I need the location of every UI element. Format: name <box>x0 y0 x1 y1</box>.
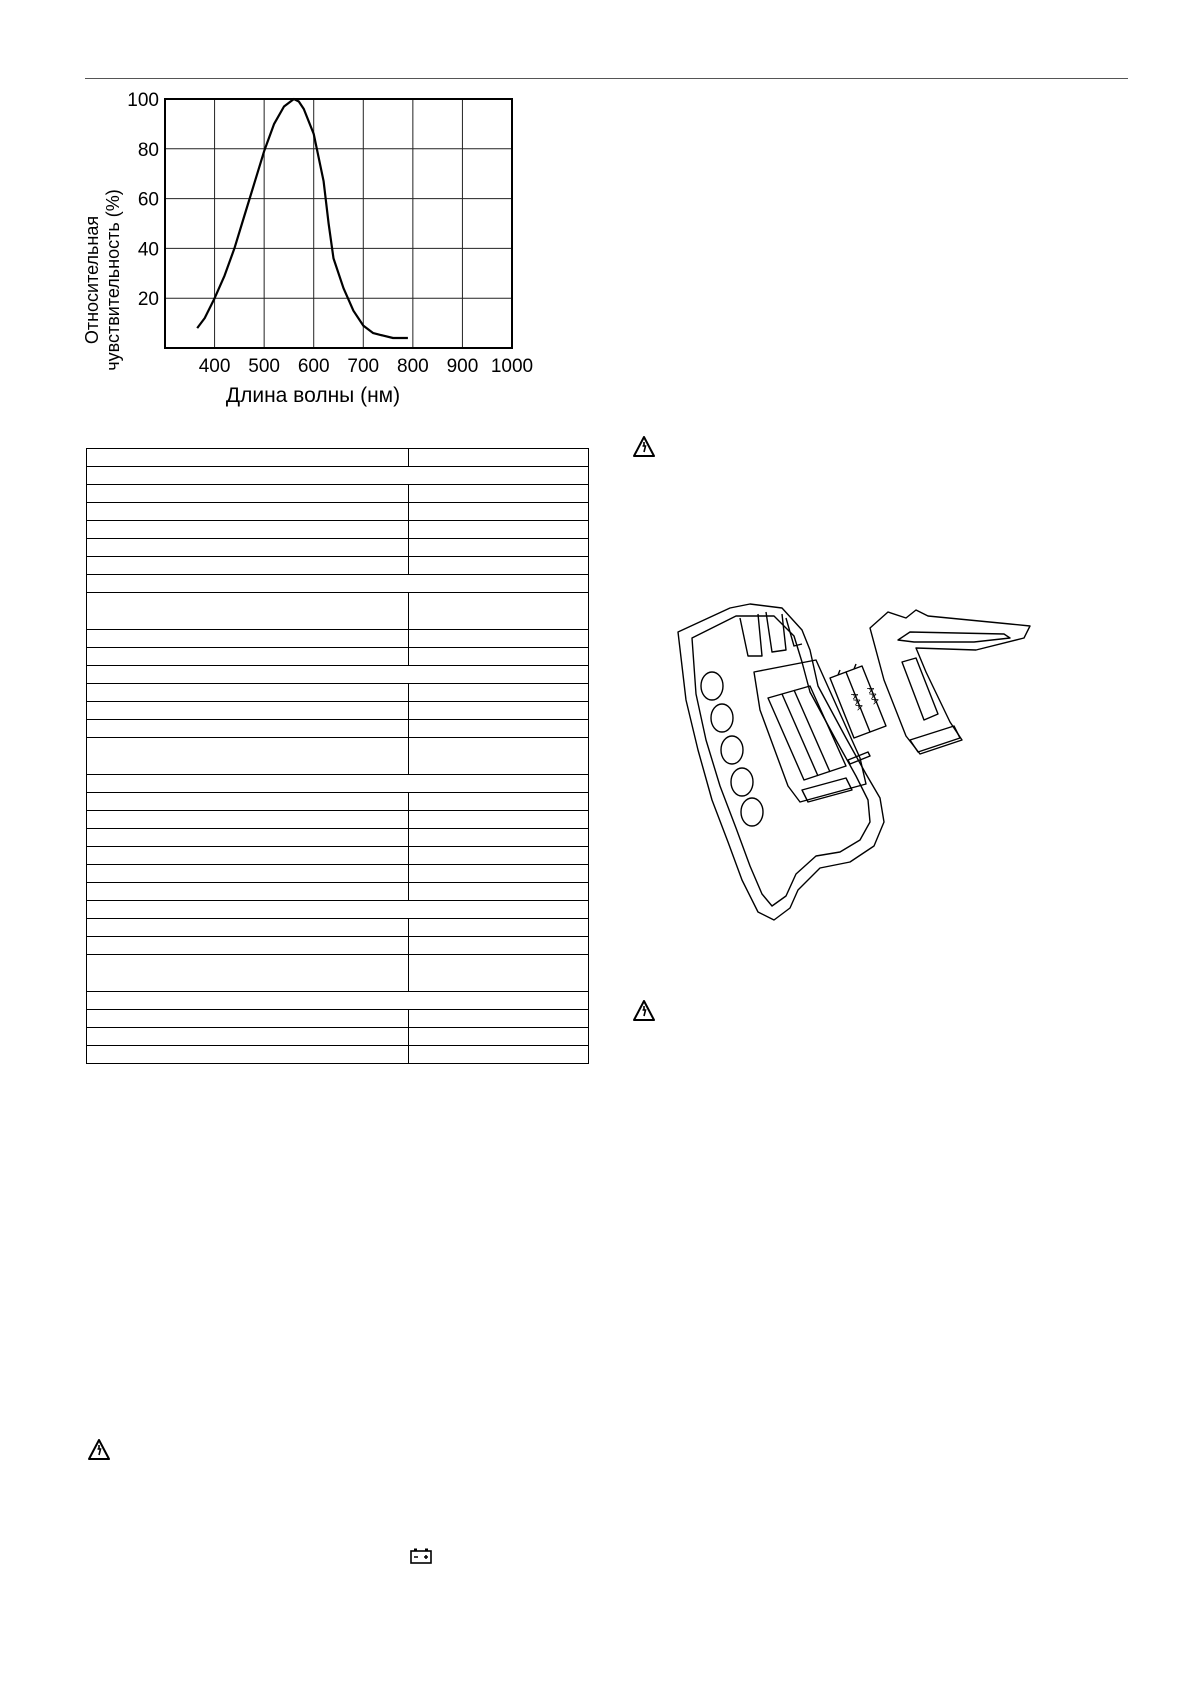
table-cell <box>87 919 409 937</box>
table-section-row <box>87 666 589 684</box>
table-row <box>87 593 589 630</box>
y-tick-label: 20 <box>137 289 159 311</box>
table-cell <box>409 720 589 738</box>
table-row <box>87 485 589 503</box>
table-cell <box>87 1010 409 1028</box>
table-section-row <box>87 775 589 793</box>
table-cell <box>87 901 589 919</box>
table-cell <box>87 467 589 485</box>
table-cell <box>87 666 589 684</box>
table-cell <box>409 630 589 648</box>
table-cell <box>87 630 409 648</box>
table-row <box>87 1046 589 1064</box>
y-axis-title-line-1: Относительная <box>82 215 102 345</box>
table-section-row <box>87 901 589 919</box>
y-axis-title <box>82 165 124 395</box>
table-cell <box>87 449 409 467</box>
table-cell <box>87 557 409 575</box>
table-row <box>87 829 589 847</box>
table-cell <box>409 485 589 503</box>
warning-triangle-icon <box>88 1439 110 1461</box>
table-cell <box>409 919 589 937</box>
table-row <box>87 557 589 575</box>
table-cell <box>409 865 589 883</box>
table-cell <box>87 829 409 847</box>
table-cell <box>87 847 409 865</box>
x-axis-title: Длина волны (нм) <box>225 384 401 407</box>
table-row <box>87 1010 589 1028</box>
x-tick-label: 500 <box>248 356 280 377</box>
table-cell <box>87 503 409 521</box>
y-axis-title-line-2: чувствительность (%) <box>103 189 123 371</box>
x-tick-label: 1000 <box>490 356 534 377</box>
table-cell <box>87 485 409 503</box>
table-row <box>87 630 589 648</box>
x-tick-label: 400 <box>198 356 231 377</box>
warning-triangle-icon <box>633 1000 655 1022</box>
table-row <box>87 539 589 557</box>
table-row <box>87 702 589 720</box>
table-row <box>87 449 589 467</box>
table-cell <box>409 503 589 521</box>
battery-label: AAA <box>849 691 866 712</box>
table-cell <box>409 738 589 775</box>
table-cell <box>409 883 589 901</box>
y-tick-label: 80 <box>137 139 159 161</box>
table-row <box>87 648 589 666</box>
table-cell <box>87 539 409 557</box>
table-section-row <box>87 992 589 1010</box>
table-row <box>87 865 589 883</box>
table-cell <box>409 539 589 557</box>
table-cell <box>409 829 589 847</box>
table-row <box>87 684 589 702</box>
table-row <box>87 793 589 811</box>
table-cell <box>87 937 409 955</box>
battery-icon <box>410 1548 432 1564</box>
table-row <box>87 955 589 992</box>
table-cell <box>409 648 589 666</box>
battery-cover <box>870 610 1030 754</box>
x-tick-label: 700 <box>347 356 380 377</box>
table-row <box>87 937 589 955</box>
table-row <box>87 811 589 829</box>
table-row <box>87 720 589 738</box>
table-cell <box>87 955 409 992</box>
table-cell <box>409 937 589 955</box>
table-section-row <box>87 467 589 485</box>
table-row <box>87 883 589 901</box>
table-cell <box>87 648 409 666</box>
table-row <box>87 847 589 865</box>
x-tick-label: 600 <box>297 356 330 377</box>
x-tick-label: 800 <box>397 356 429 377</box>
sensitivity-curve <box>197 99 408 338</box>
y-tick-label: 40 <box>137 239 159 261</box>
table-cell <box>409 557 589 575</box>
table-section-row <box>87 575 589 593</box>
table-cell <box>87 883 409 901</box>
table-cell <box>409 1010 589 1028</box>
spectral-sensitivity-chart <box>82 84 542 414</box>
table-cell <box>87 720 409 738</box>
table-cell <box>87 738 409 775</box>
table-cell <box>409 1046 589 1064</box>
table-cell <box>409 955 589 992</box>
table-cell <box>87 575 589 593</box>
table-cell <box>409 811 589 829</box>
table-row <box>87 1028 589 1046</box>
table-cell <box>87 593 409 630</box>
table-row <box>87 738 589 775</box>
battery-compartment-illustration <box>670 590 1090 930</box>
warning-triangle-icon <box>633 436 655 458</box>
table-cell <box>87 865 409 883</box>
table-cell <box>87 684 409 702</box>
table-cell <box>87 992 589 1010</box>
table-row <box>87 503 589 521</box>
header-rule <box>85 78 1128 79</box>
table-row <box>87 521 589 539</box>
table-row <box>87 919 589 937</box>
table-cell <box>409 684 589 702</box>
table-cell <box>409 702 589 720</box>
table-cell <box>409 449 589 467</box>
table-cell <box>87 793 409 811</box>
specifications-table <box>86 448 589 1064</box>
y-tick-label: 60 <box>137 189 159 211</box>
table-cell <box>409 521 589 539</box>
table-cell <box>87 1046 409 1064</box>
table-cell <box>409 1028 589 1046</box>
plot-frame <box>165 99 512 348</box>
chart-canvas <box>82 84 542 414</box>
table-cell <box>87 521 409 539</box>
battery-label: AAA <box>865 685 882 706</box>
table-cell <box>87 1028 409 1046</box>
table-cell <box>87 775 589 793</box>
table-cell <box>87 702 409 720</box>
x-tick-label: 900 <box>446 356 479 377</box>
table-cell <box>409 847 589 865</box>
y-tick-label: 100 <box>127 90 159 111</box>
table-cell <box>87 811 409 829</box>
table-cell <box>409 793 589 811</box>
table-cell <box>409 593 589 630</box>
